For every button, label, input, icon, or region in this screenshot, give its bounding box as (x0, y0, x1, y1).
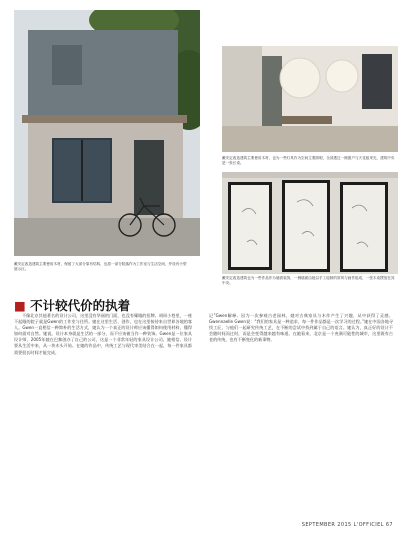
article-column-right: 记”Gwen解释。因为一次参观古老园林，她对古典家具与木作产生了兴趣，从中获得了灵感。Gwennaelle Gwen说：“我们的家具是一种追求，每一件作品都是一次学习的过程。”她在中国各地寻找工匠，与他们一起研究传统工艺，在不断的尝试中找到属于自己的语言。她认为，真正好的设计不会随时间而过时，而是会变得越来越有味道。在她看来，北京是一个充满可能性的城市，这里既有古老的传统，也有不断变化的新事物。 (209, 313, 393, 343)
caption-interior-bottom: 戴安定改造建筑也为一些作品作为墙面装饰，一侧墙面由她以手工绘制的屏风与画作组成，一张木桌摆放在其中央。 (222, 276, 395, 285)
photo-interior-lamps (222, 46, 398, 152)
article-heading (14, 296, 130, 314)
caption-interior-top: 戴安定改造建筑主要使用木材，也为一些灯具作为空间主要照明，全部透过一侧窗户与天花板采光，建筑中央是一张长桌。 (222, 156, 395, 165)
heading-mark: ■ (14, 298, 26, 313)
photo-house-facade (14, 10, 200, 256)
page-footer: SEPTEMBER 2015 L'OFFICIEL 67 (301, 522, 393, 528)
heading-text: 不计较代价的执着 (30, 298, 131, 313)
caption-house: 戴安定改造建筑主要使用木材，保留了大部分原有结构，也将一部分院落作为工作室与生活空间，并设有小型展示区。 (14, 262, 187, 271)
article-column-left: 不像北京其他著名的设计公司，这里没有华丽的门面，也没有耀眼的招牌。胡同小巷里，一座不起眼的院子就是Gwen的工作室与住所。她在这里生活、创作，也在这里接待来自世界各地的客人。Gwen一直相信一种简朴的生活方式，她认为一个真正的设计师应该懂得如何使用材料，懂得如何面对自然。她说，设计本身就是生活的一部分，而不应该被当作一种装饰。Gwen是一位家具设计师，2005年她在巴黎创办了自己的公司，这是一个非常年轻的家具设计公司。她相信，设计要从生活中来，从一块木头开始。在她的作品中，传统工艺与现代审美结合在一起，每一件家具都需要很长时间才能完成。 (14, 313, 192, 355)
photo-wall-panels (222, 172, 398, 274)
